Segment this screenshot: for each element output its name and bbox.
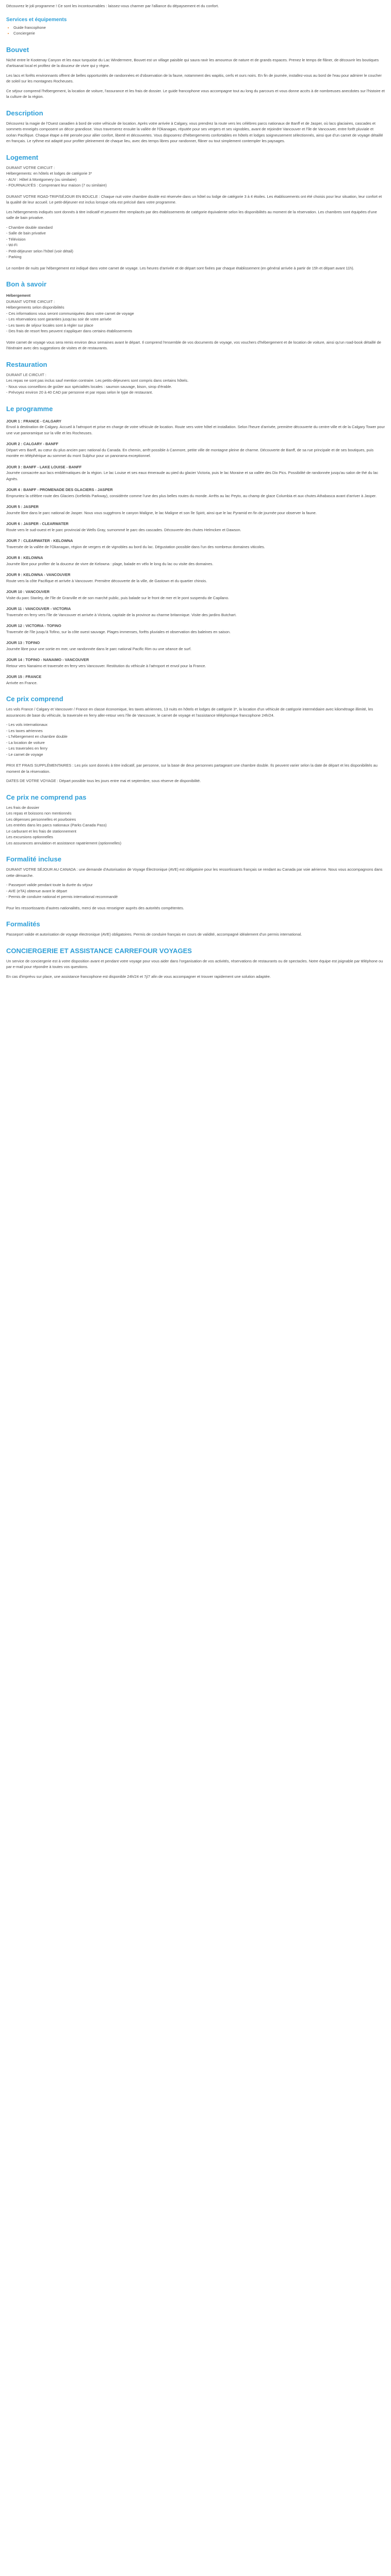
description-text: Découvrez la magie de l'Ouest canadien à bord de votre véhicule de location. Après votre arrivée à Calgary, vous prendrez la route vers les célèbres parcs nationaux de Banff et de Jasper, où lacs glaciaires, cascades et sommets enneigés composent un décor grandiose. Vous traverserez ensuite la vallée de l'Okanagan, réputée pour ses vergers et ses vignobles, avant de rejoindre Vancouver et l'île de Vancouver, entre forêt pluviale et océan Pacifique. Chaque étape a été pensée pour allier confort, liberté et découvertes. Vous disposerez d'hébergements confortables en hôtels et lodges soigneusement sélectionnés, ainsi que d'un carnet de voyage détaillé en français. Le rythme est adapté pour profiter pleinement de chaque lieu, avec des temps libres pour randonner, flâner ou tout simplement contempler les paysages. bbox=[6, 121, 383, 143]
programme-day-text: Traversée de l'île jusqu'à Tofino, sur la côte ouest sauvage. Plages immenses, forêts pluviales et observation des baleines en saison. bbox=[6, 629, 231, 634]
logement-line: DURANT VOTRE CIRCUIT : bbox=[6, 165, 55, 170]
bonsavoir-line: DURANT VOTRE CIRCUIT : bbox=[6, 299, 55, 304]
formalite-text: Pour les ressortissants d'autres nationalités, merci de vous renseigner auprès des autorités compétentes. bbox=[6, 905, 184, 910]
formalites-title: Formalités bbox=[6, 920, 40, 928]
bonsavoir-title: Bon à savoir bbox=[6, 280, 47, 288]
bouvet-paragraph: Les lacs et forêts environnants offrent de belles opportunités de randonnées et d'observation de la faune, notamment des wapitis, cerfs et ours noirs. En fin de journée, installez-vous au bord de l'eau pour admirer le coucher de soleil sur les montagnes Rocheuses. bbox=[6, 73, 382, 83]
programme-day-title: JOUR 4 : BANFF - PROMENADE DES GLACIERS - JASPER bbox=[6, 487, 113, 492]
logement-list-item: - Télévision bbox=[6, 236, 26, 242]
programme-day-title: JOUR 15 : FRANCE bbox=[6, 674, 42, 679]
conciergerie-text: Un service de conciergerie est à votre disposition avant et pendant votre voyage pour vous aider dans l'organisation de vos activités, réservations de restaurants ou de spectacles. Notre équipe est joignable par téléphone ou par e-mail pour répondre à toutes vos questions. bbox=[6, 958, 383, 969]
programme-day-title: JOUR 14 : TOFINO - NANAIMO - VANCOUVER bbox=[6, 657, 89, 662]
bonsavoir-line: - Des frais de resort fees peuvent s'appliquer dans certains établissements bbox=[6, 329, 133, 333]
bonsavoir-line: Hébergements selon disponibilités bbox=[6, 305, 64, 310]
formalite-text: DURANT VOTRE SÉJOUR AU CANADA : une demande d'Autorisation de Voyage Électronique (AVE) est obligatoire pour les ressortissants français se rendant au Canada par voie aérienne. Nous vous accompagnons dans cette démarche. bbox=[6, 867, 383, 878]
comprend-text: Les vols France / Calgary et Vancouver / France en classe économique, les taxes aériennes, 13 nuits en hôtels et lodges de catégorie 3*, la location d'un véhicule de catégorie intermédiaire avec kilométrage illimité, les assurances de base du véhicule, la traversée en ferry aller-retour vers l'île de Vancouver, le carnet de voyage et l'assistance téléphonique francophone 24h/24. bbox=[6, 707, 373, 718]
programme-day-text: Traversée en ferry vers l'île de Vancouver et arrivée à Victoria, capitale de la province au charme britannique. Visite des jardins Butchart. bbox=[6, 612, 237, 617]
logement-text: Le nombre de nuits par hébergement est indiqué dans votre carnet de voyage. Les heures d'arrivée et de départ sont fixées par chaque établissement (en général arrivée à partir de 15h et départ avant 11h). bbox=[6, 265, 354, 270]
pascomprend-line: Les dépenses personnelles et pourboires bbox=[6, 817, 76, 822]
logement-title: Logement bbox=[6, 153, 39, 161]
pascomprend-title: Ce prix ne comprend pas bbox=[6, 793, 87, 801]
comprend-line: - Les taxes aériennes bbox=[6, 728, 43, 733]
programme-day-text: Journée libre pour profiter de la douceur de vivre de Kelowna : plage, balade en vélo le long du lac ou visite des domaines. bbox=[6, 561, 214, 566]
pascomprend-line: Les entrées dans les parcs nationaux (Parks Canada Pass) bbox=[6, 823, 107, 827]
formalite-line: - Permis de conduire national et permis international recommandé bbox=[6, 894, 118, 899]
comprend-line: - La location de voiture bbox=[6, 740, 45, 745]
logement-list-item: - Chambre double standard bbox=[6, 225, 53, 230]
programme-day-title: JOUR 10 : VANCOUVER bbox=[6, 589, 50, 594]
programme-day-title: JOUR 3 : BANFF - LAKE LOUISE - BANFF bbox=[6, 464, 82, 469]
programme-day-text: Envol à destination de Calgary. Accueil à l'aéroport et prise en charge de votre véhicule de location. Route vers votre hôtel et installation. Selon l'heure d'arrivée, première découverte du centre-ville et de la Calgary Tower pour une vue panoramique sur la ville et les Rocheuses. bbox=[6, 425, 385, 435]
bonsavoir-line: - Ces informations vous seront communiquées dans votre carnet de voyage bbox=[6, 311, 134, 316]
conciergerie-text: En cas d'imprévu sur place, une assistance francophone est disponible 24h/24 et 7j/7 afin de vous accompagner et trouver rapidement une solution adaptée. bbox=[6, 974, 271, 979]
restauration-line: - Prévoyez environ 20 à 40 CAD par personne et par repas selon le type de restaurant. bbox=[6, 390, 153, 395]
programme-day-text: Départ vers Banff, au cœur du plus ancien parc national du Canada. En chemin, arrêt possible à Canmore, petite ville de montagne pleine de charme. Découverte de Banff, de sa rue principale et de ses boutiques, puis montée en téléphérique au sommet du mont Sulphur pour un panorama exceptionnel. bbox=[6, 447, 374, 458]
programme-day-text: Empruntez la célèbre route des Glaciers (Icefields Parkway), considérée comme l'une des plus belles routes du monde. Arrêts au lac Peyto, au champ de glace Columbia et aux chutes Athabasca avant d'arriver à Jasper. bbox=[6, 493, 377, 498]
bonsavoir-text: Votre carnet de voyage vous sera remis environ deux semaines avant le départ. Il comprend l'ensemble de vos documents de voyage, vos vouchers d'hébergement et de location de voiture, ainsi qu'un road-book détaillé de l'itinéraire avec des suggestions de visites et de restaurants. bbox=[6, 340, 381, 350]
comprend-line: - Les traversées en ferry bbox=[6, 746, 48, 751]
restauration-line: - Nous vous conseillons de goûter aux spécialités locales : saumon sauvage, bison, sirop d'érable. bbox=[6, 384, 172, 389]
services-list bbox=[6, 25, 385, 37]
restauration-line: DURANT LE CIRCUIT : bbox=[6, 372, 46, 377]
programme-day-title: JOUR 9 : KELOWNA - VANCOUVER bbox=[6, 572, 71, 577]
programme-day-text: Route vers la côte Pacifique et arrivée à Vancouver. Première découverte de la ville, de Gastown et du quartier chinois. bbox=[6, 578, 207, 583]
programme-day-title: JOUR 5 : JASPER bbox=[6, 504, 39, 509]
programme-day-text: Journée libre pour une sortie en mer, une randonnée dans le parc national Pacific Rim ou une séance de surf. bbox=[6, 646, 192, 651]
programme-day-title: JOUR 6 : JASPER - CLEARWATER bbox=[6, 521, 69, 526]
programme-day-title: JOUR 12 : VICTORIA - TOFINO bbox=[6, 623, 61, 628]
services-item: • Conciergerie bbox=[13, 30, 385, 37]
comprend-text: DATES DE VOTRE VOYAGE : Départ possible tous les jours entre mai et septembre, sous réserve de disponibilité. bbox=[6, 778, 201, 783]
formalites-text: Passeport valide et autorisation de voyage électronique (AVE) obligatoires. Permis de conduire français en cours de validité, accompagné idéalement d'un permis international. bbox=[6, 932, 302, 937]
pascomprend-line: Les assurances annulation et assistance rapatriement (optionnelles) bbox=[6, 840, 122, 845]
programme-day-text: Journée libre dans le parc national de Jasper. Nous vous suggérons le canyon Maligne, le lac Maligne et son île Spirit, ainsi que le lac Pyramid en fin de journée pour observer la faune. bbox=[6, 510, 317, 515]
programme-day-text: Retour vers Nanaimo et traversée en ferry vers Vancouver. Restitution du véhicule à l'aéroport et envol pour la France. bbox=[6, 663, 206, 668]
programme-day-title: JOUR 7 : CLEARWATER - KELOWNA bbox=[6, 538, 73, 543]
programme-day-text: Traversée de la vallée de l'Okanagan, région de vergers et de vignobles au bord du lac. Dégustation possible dans l'un des nombreux domaines viticoles. bbox=[6, 544, 265, 549]
logement-line: Hébergements: en hôtels et lodges de catégorie 3* bbox=[6, 171, 92, 176]
programme-title: Le programme bbox=[6, 404, 53, 413]
pascomprend-line: Les repas et boissons non mentionnés bbox=[6, 811, 72, 816]
logement-list-item: - Petit-déjeuner selon l'hôtel (voir détail) bbox=[6, 248, 73, 253]
formalite-title: Formalité incluse bbox=[6, 855, 61, 863]
bonsavoir-line: - Les réservations sont garanties jusqu'au soir de votre arrivée bbox=[6, 317, 111, 321]
logement-list-item: - Salle de bain privative bbox=[6, 231, 46, 235]
programme-day-title: JOUR 13 : TOFINO bbox=[6, 640, 40, 645]
programme-day-text: Route vers le sud-ouest et le parc provincial de Wells Gray, surnommé le parc des cascades. Découverte des chutes Helmcken et Dawson. bbox=[6, 527, 241, 532]
restauration-title: Restauration bbox=[6, 360, 47, 368]
pascomprend-line: Les frais de dossier bbox=[6, 805, 40, 810]
page bbox=[0, 0, 391, 1004]
programme-day-title: JOUR 8 : KELOWNA bbox=[6, 555, 43, 560]
logement-line: - FOURNAUX'ÉS : Comprenant leur maison (7 ou similaire) bbox=[6, 183, 107, 188]
bonsavoir-subtitle: Hébergement bbox=[6, 293, 31, 298]
bouvet-paragraph: Ce séjour comprend l'hébergement, la location de voiture, l'assurance et les frais de dossier. Le guide francophone vous accompagne tout au long du parcours et vous donne accès à de nombreuses anecdotes sur l'histoire et la culture de la région. bbox=[6, 88, 385, 99]
programme-day-title: JOUR 11 : VANCOUVER - VICTORIA bbox=[6, 606, 71, 611]
pascomprend-line: Les excursions optionnelles bbox=[6, 835, 53, 839]
intro-text: Découvrez le joli programme ! Ce sont les incontournables : laissez-vous charmer par l'alliance du dépaysement et du confort. bbox=[6, 4, 219, 8]
programme-days bbox=[6, 418, 385, 686]
programme-day-text: Visite du parc Stanley, de l'île de Granville et de son marché public, puis balade sur le front de mer et le pont suspendu de Capilano. bbox=[6, 595, 230, 600]
bouvet-paragraph: Niché entre le Kootenay Canyon et les eaux turquoise du Lac Windermere, Bouvet est un village paisible qui saura ravir les amoureux de nature et de grands espaces. Prenez le temps de flâner, de découvrir les boutiques d'artisanat local et profitez de la douceur de vivre qui y règne. bbox=[6, 57, 379, 68]
services-item: • Guide francophone bbox=[13, 25, 385, 31]
programme-day-text: Arrivée en France. bbox=[6, 680, 38, 685]
restauration-line: Les repas ne sont pas inclus sauf mention contraire. Les petits-déjeuners sont compris dans certains hôtels. bbox=[6, 378, 189, 383]
comprend-line: - Le carnet de voyage bbox=[6, 752, 43, 757]
pascomprend-line: Le carburant et les frais de stationnement bbox=[6, 828, 76, 834]
formalite-line: - AVE (eTA) obtenue avant le départ bbox=[6, 888, 68, 893]
bouvet-title: Bouvet bbox=[6, 45, 29, 54]
programme-day-title: JOUR 1 : FRANCE - CALGARY bbox=[6, 418, 61, 423]
logement-line: - AUV : Hôtel à Montgomery (ou similaire) bbox=[6, 177, 77, 182]
comprend-line: - L'hébergement en chambre double bbox=[6, 734, 68, 739]
logement-list-item: - Parking bbox=[6, 255, 22, 259]
formalite-line: - Passeport valide pendant toute la durée du séjour bbox=[6, 883, 93, 887]
comprend-title: Ce prix comprend bbox=[6, 695, 63, 703]
comprend-text: PRIX ET FRAIS SUPPLÉMENTAIRES : Les prix sont donnés à titre indicatif, par personne, sur la base de deux personnes partageant une chambre double. Ils peuvent varier selon la date de départ et les disponibilités au moment de la réservation. bbox=[6, 763, 378, 774]
programme-day-title: JOUR 2 : CALGARY - BANFF bbox=[6, 442, 59, 446]
bonsavoir-line: - Les taxes de séjour locales sont à régler sur place bbox=[6, 323, 93, 328]
services-title: Services et équipements bbox=[6, 16, 67, 23]
conciergerie-title: CONCIERGERIE ET ASSISTANCE CARREFOUR VOYAGES bbox=[6, 946, 192, 955]
logement-list-item: - Wi-Fi bbox=[6, 243, 18, 247]
comprend-line: - Les vols internationaux bbox=[6, 722, 48, 727]
description-title: Description bbox=[6, 109, 43, 117]
programme-day-text: Journée consacrée aux lacs emblématiques de la région. Le lac Louise et ses eaux émeraude au pied du glacier Victoria, puis le lac Moraine et sa vallée des Dix Pics. Possibilité de randonnée jusqu'au salon de thé du lac Agnès. bbox=[6, 470, 379, 481]
logement-text: Les hébergements indiqués sont donnés à titre indicatif et peuvent être remplacés par des établissements de catégorie équivalente selon les disponibilités au moment de la réservation. Les chambres sont équipées d'une salle de bain privative. bbox=[6, 209, 377, 220]
logement-text: DURANT VOTRE ROAD-TRIP/SÉJOUR EN BOUCLE : Chaque nuit votre chambre double est réservée dans un hôtel ou lodge de catégorie 3 à 4 étoiles. Les établissements ont été choisis pour leur situation, leur confort et la qualité de leur accueil. Le petit-déjeuner est inclus lorsque cela est précisé dans votre programme. bbox=[6, 194, 382, 205]
